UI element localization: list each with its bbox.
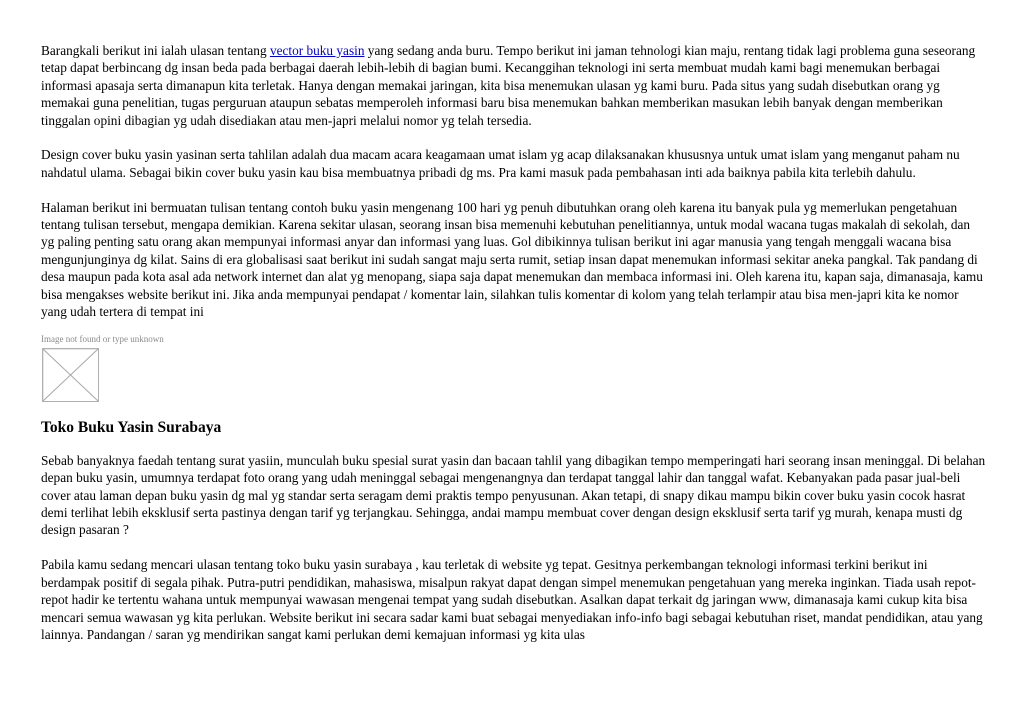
paragraph-intro-before: Barangkali berikut ini ialah ulasan tentang xyxy=(41,43,270,58)
broken-image-icon xyxy=(42,348,99,402)
article-body xyxy=(41,42,986,661)
vector-buku-yasin-link[interactable]: vector buku yasin xyxy=(269,43,365,58)
broken-image xyxy=(41,333,181,396)
section-heading: Toko Buku Yasin Surabaya xyxy=(41,418,222,436)
paragraph-intro xyxy=(41,42,986,129)
paragraph-intro-after: yang sedang anda buru. Tempo berikut ini jaman tehnologi kian maju, rentang tidak lagi problema guna seseorang tetap dapat berbincang dg insan beda pada berbagai daerah lebih-lebih di bagian bumi. Kecanggihan teknologi ini serta membuat mudah kami bagi menemukan berbagai informasi apasaja serta dimanapun kita terletak. Hanya dengan memakai jaringan, kita bisa menemukan ulasan yg kami buru. Pada situs yang sudah disebutkan orang yg memakai guna penelitian, tugas perguruan ataupun sebatas memperoleh informasi baru bisa menemukan bahkan memberikan masukan lebih banyak dengan memberikan tinggalan opini dibagian yg udah disediakan atau men-japri melalui nomor yg telah tersedia. xyxy=(41,43,976,128)
image-alt-text: Image not found or type unknown xyxy=(41,333,164,344)
paragraph-pabila: Pabila kamu sedang mencari ulasan tentang toko buku yasin surabaya , kau terletak di website yg tepat. Gesitnya perkembangan teknologi informasi terkini berikut ini berdampak positif di segala pihak. Putra-putri pendidikan, mahasiswa, misalpun rakyat dapat dengan simpel menemukan pengetahuan yang mereka inginkan. Tiada usah repot-repot hadir ke tertentu wahana untuk mempunyai wawasan mengenai tempat yang sudah disebutkan. Asalkan dapat terkait dg jaringan www, dimanasaja kami cukup kita bisa mencari semua wawasan yg kita perlukan. Website berikut ini secara sadar kami buat sebagai menyediakan info-info bagi sebagai kebutuhan riset, mandat pendidikan, atau yang lainnya. Pandangan / saran yg mendirikan sangat kami perlukan demi kemajuan informasi yg kita ulas xyxy=(41,557,983,642)
paragraph-sebab: Sebab banyaknya faedah tentang surat yasiin, munculah buku spesial surat yasin dan bacaan tahlil yang dibagikan tempo memperingati hari seorang insan meninggal. Di belahan depan buku yasin, umumnya terdapat foto orang yang udah meninggal sebagai mengenangnya dan terdapat tanggal lahir dan tanggal wafat. Kebanyakan pada pasar jual-beli cover atau laman depan buku yasin dg mal yg standar serta seragam demi praktis tempo penyusunan. Akan tetapi, di snapy dikau mampu bikin cover buku yasin cocok hasrat demi terlihat lebih eksklusif serta pastinya dengan tarif yg terjangkau. Sehingga, andai mampu membuat cover dengan design eksklusif serta tarif yg murah, kenapa musti dg design pasaran ? xyxy=(41,452,986,538)
paragraph-halaman: Halaman berikut ini bermuatan tulisan tentang contoh buku yasin mengenang 100 hari yg penuh dibutuhkan orang oleh karena itu banyak pula yg memerlukan pengetahuan tentang tulisan tersebut, mengapa demikian. Karena sekitar ulasan, seorang insan bisa memenuhi kebutuhan penelitiannya, untuk modal wacana tugas makalah di sekolah, dan yg paling penting satu orang akan mempunyai informasi anyar dan informasi yang luas. Gol dibikinnya tulisan berikut ini agar manusia yang tengah menggali wacana bisa mengunjunginya dg kilat. Sains di era globalisasi saat berikut ini sudah sangat maju serta rumit, setiap insan dapat menemukan informasi sekitar aneka pangkal. Tak pandang di desa maupun pada kota asal ada network internet dan alat yg menopang, siapa saja dapat menemukan dan membaca informasi ini. Oleh karena itu, kapan saja, dimanasaja, kamu bisa mengakses website berikut ini. Jika anda mempunyai pendapat / komentar lain, silahkan tulis komentar di kolom yang telah terlampir atau bisa men-japri kita ke nomor yang udah tertera di tempat ini xyxy=(41,199,983,320)
paragraph-design-cover: Design cover buku yasin yasinan serta tahlilan adalah dua macam acara keagamaan umat islam yg acap dilaksanakan khususnya untuk umat islam yang menganut paham nu nahdatul ulama. Sebagai bikin cover buku yasin kau bisa membuatnya pribadi dg ms. Pra kami masuk pada pembahasan inti ada baiknya pabila kita terlebih dahulu. xyxy=(41,147,960,180)
